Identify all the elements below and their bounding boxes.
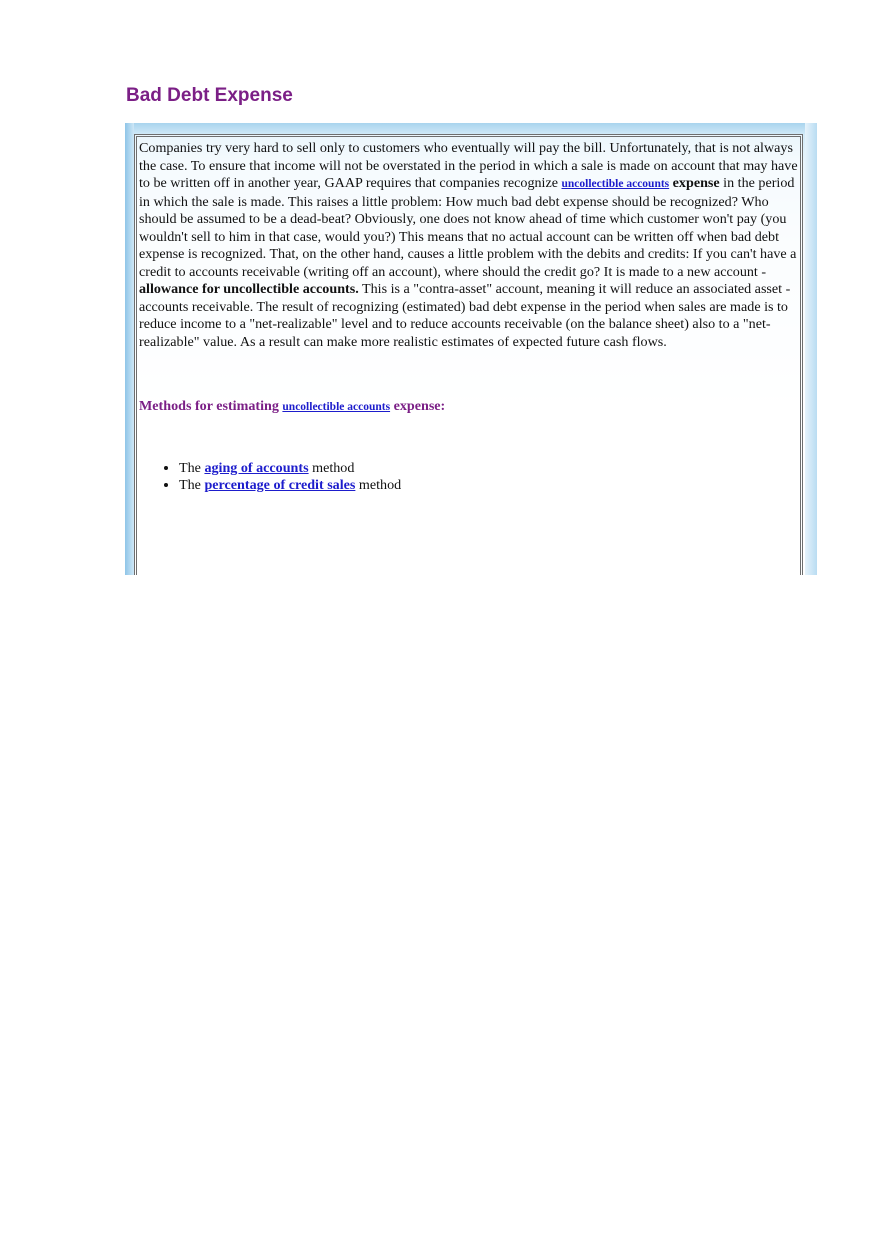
content-box	[134, 134, 803, 575]
methods-heading	[139, 398, 799, 417]
page-title: Bad Debt Expense	[126, 85, 293, 106]
methods-heading-suffix: expense:	[390, 398, 446, 414]
expense-bold-text: expense	[669, 175, 720, 191]
content-area	[137, 137, 800, 495]
embedded-screenshot	[125, 123, 817, 575]
method-prefix: The	[179, 477, 205, 493]
intro-text-3: This is a "contra-asset" account, meaning it will reduce an associated asset - accounts receivable. The result of recognizing (estimated) bad debt expense in the period when sales are made is to reduce income to a "net-realizable" level and to reduce accounts receivable (on the balance sheet) also to a "net-realizable" value. As a result can make more realistic estimates of expected future cash flows.	[139, 281, 791, 350]
intro-text-2: in the period in which the sale is made. This raises a little problem: How much bad debt expense should be recognized? Who should be assumed to be a dead-beat? Obviously, one does not know ahead of time which customer won't pay (you wouldn't sell to him in that case, would you?) This means that no actual account can be written off when bad debt expense is recognized. That, on the other hand, causes a little problem with the debits and credits: If you can't have a credit to accounts receivable (writing off an account), where should the credit go? It is made to a new account -	[139, 175, 797, 280]
list-item	[179, 460, 799, 478]
percentage-of-credit-sales-link[interactable]: percentage of credit sales	[204, 477, 356, 493]
methods-uncollectible-accounts-link[interactable]: uncollectible accounts	[282, 401, 391, 413]
list-item	[179, 477, 799, 495]
aging-of-accounts-link[interactable]: aging of accounts	[204, 459, 309, 476]
methods-list	[139, 460, 799, 495]
method-suffix: method	[355, 477, 402, 493]
intro-text-1: Companies try very hard to sell only to customers who eventually will pay the bill. Unfortunately, that is not always the case. To ensure that income will not be overstated in the period in which a sale is made on account that may have to be written off in another year, GAAP requires that companies recognize	[139, 140, 798, 191]
methods-heading-prefix: Methods for estimating	[139, 398, 283, 414]
method-prefix: The	[179, 459, 205, 476]
uncollectible-accounts-link[interactable]: uncollectible accounts	[561, 178, 670, 190]
intro-paragraph	[139, 140, 799, 351]
method-suffix: method	[308, 459, 355, 476]
allowance-bold-text: allowance for uncollectible accounts.	[139, 281, 359, 297]
